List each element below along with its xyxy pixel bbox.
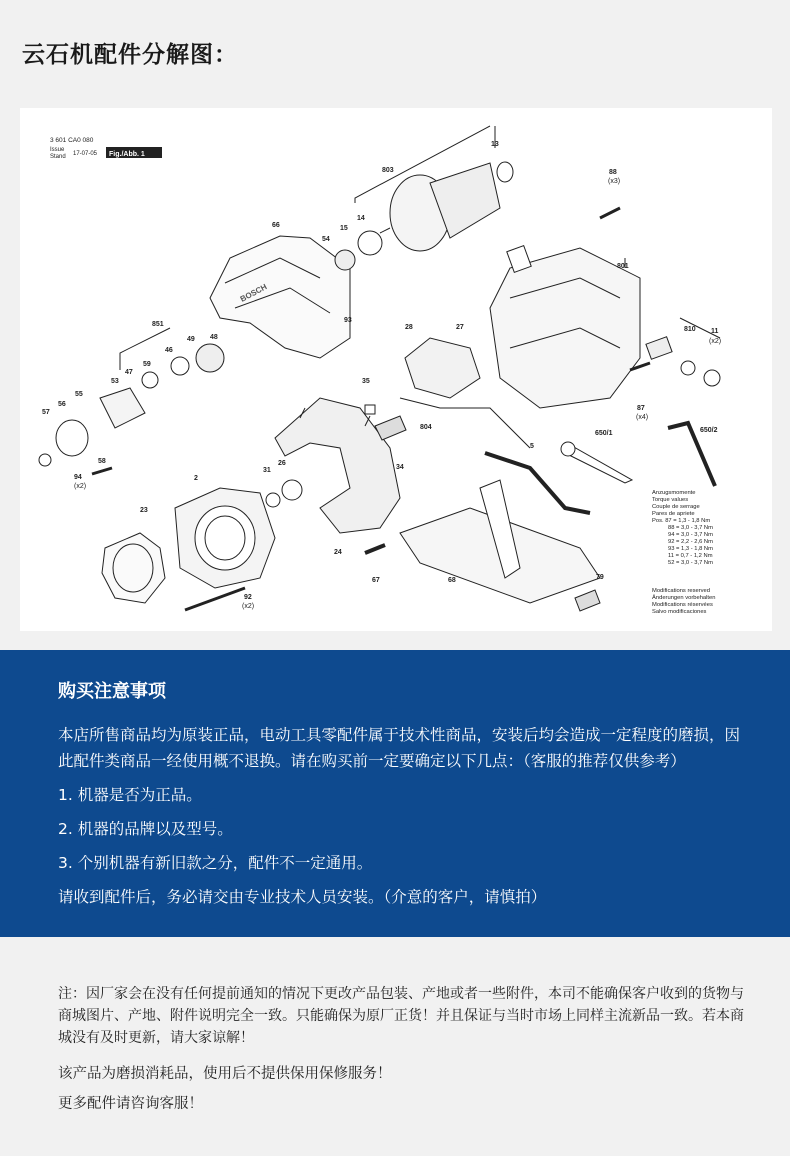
- part-label: 26: [278, 460, 286, 467]
- part-label: (x4): [636, 414, 649, 421]
- part-label: 15: [340, 225, 348, 232]
- screw-94: [92, 468, 112, 474]
- motor-housing-part: [490, 248, 640, 408]
- part-label: 14: [357, 215, 365, 222]
- torque-line: Pares de apriete: [652, 511, 695, 517]
- part-label: 13: [491, 141, 499, 148]
- part-label: 5: [530, 443, 534, 450]
- part-label: 47: [125, 369, 133, 376]
- part-label: 56: [58, 401, 66, 408]
- ring-31: [266, 493, 280, 507]
- part-label: 801: [617, 263, 629, 270]
- issue-label: Issue: [50, 147, 65, 153]
- torque-line: 93 = 1,3 - 1,8 Nm: [668, 546, 713, 552]
- torque-line: 88 = 3,0 - 3,7 Nm: [668, 525, 713, 531]
- part-label: 46: [165, 347, 173, 354]
- bearing-59: [142, 372, 158, 388]
- modification-line: Salvo modificaciones: [652, 609, 707, 615]
- gear-housing-part: [210, 236, 350, 358]
- part-label: 23: [140, 507, 148, 514]
- part-label: 49: [187, 336, 195, 343]
- brand-mark: BOSCH: [238, 282, 269, 304]
- notice-item-3: 3. 个别机器有新旧款之分，配件不一定通用。: [58, 854, 373, 872]
- part-label: 34: [396, 464, 404, 471]
- modification-line: Änderungen vorbehalten: [652, 595, 716, 601]
- part-label: (x2): [709, 338, 722, 345]
- torque-line: 52 = 3,0 - 3,7 Nm: [668, 560, 713, 566]
- part-label: 54: [322, 236, 330, 243]
- part-label: 851: [152, 321, 164, 328]
- part-label: 94: [74, 474, 82, 481]
- part-label: 57: [42, 409, 50, 416]
- footer-line-2: 更多配件请咨询客服！: [58, 1096, 203, 1112]
- doc-number: 3 601 CA0 080: [50, 137, 94, 144]
- bearing-part: [358, 231, 382, 255]
- part-label: 59: [143, 361, 151, 368]
- purchase-notice: [0, 650, 790, 937]
- part-label: 68: [448, 577, 456, 584]
- torque-line: Anzugsmomente: [652, 490, 696, 496]
- part-label: 27: [456, 324, 464, 331]
- screw-92: [185, 588, 245, 610]
- part-label: 28: [405, 324, 413, 331]
- part-label: 48: [210, 334, 218, 341]
- switch-wires: [400, 398, 530, 448]
- switch-part: [405, 338, 480, 398]
- stand-label: Stand: [50, 154, 66, 160]
- part-label: 650/2: [700, 427, 718, 434]
- clamp-flange-56: [56, 420, 88, 456]
- part-label: 810: [684, 326, 696, 333]
- footer-notes: [58, 983, 748, 1117]
- modification-line: Modifications réservées: [652, 602, 713, 608]
- notice-body: [58, 722, 748, 910]
- knob-79: [575, 590, 600, 611]
- part-label: 804: [420, 424, 432, 431]
- part-label: 58: [98, 458, 106, 465]
- torque-line: Pos. 87 = 1,3 - 1,8 Nm: [652, 518, 711, 524]
- ring-26: [282, 480, 302, 500]
- gear-part-48: [196, 344, 224, 372]
- handle-part: [275, 398, 400, 533]
- notice-item-2: 2. 机器的品牌以及型号。: [58, 820, 233, 838]
- part-label: 24: [334, 549, 342, 556]
- blade-guard-part: [102, 533, 165, 603]
- nut-57: [39, 454, 51, 466]
- torque-line: 11 = 0,7 - 1,2 Nm: [668, 553, 713, 559]
- notice-title: 购买注意事项: [58, 681, 166, 702]
- torque-line: Torque values: [652, 497, 689, 503]
- part-label: (x2): [74, 483, 87, 490]
- part-label: 66: [272, 222, 280, 229]
- part-label: (x3): [608, 178, 621, 185]
- torque-line: 92 = 2,2 - 2,6 Nm: [668, 539, 713, 545]
- spanner-head: [561, 442, 575, 456]
- part-label: 55: [75, 391, 83, 398]
- screw-88: [600, 208, 620, 218]
- part-label: 31: [263, 467, 271, 474]
- part-label: 650/1: [595, 430, 613, 437]
- part-35: [365, 405, 375, 414]
- brush-part: [646, 337, 672, 360]
- fig-label: Fig./Abb. 1: [109, 151, 145, 158]
- part-label: 79: [596, 574, 604, 581]
- brush-cap-11: [704, 370, 720, 386]
- notice-paragraph: 本店所售商品均为原装正品，电动工具零配件属于技术性商品，安装后均会造成一定程度的磨损，因此配件类商品一经使用概不退换。请在购买前一定要确定以下几点：（客服的推荐仅供参考）: [58, 726, 741, 770]
- part-label: 92: [244, 594, 252, 601]
- part-label: 88: [609, 169, 617, 176]
- pinion-part: [335, 250, 355, 270]
- part-34: [375, 416, 406, 440]
- part-label: 11: [711, 328, 719, 335]
- exploded-view-drawing: [20, 108, 772, 631]
- part-label: 35: [362, 378, 370, 385]
- pin-67: [365, 545, 385, 553]
- brush-cap: [681, 361, 695, 375]
- issue-date: 17-07-05: [73, 151, 98, 157]
- flange-part-55: [100, 388, 145, 428]
- notice-item-1: 1. 机器是否为正品。: [58, 786, 202, 804]
- footer-note: 注：因厂家会在没有任何提前通知的情况下更改产品包装、产地或者一些附件，本司不能确保客户收到的货物与商城图片、产地、附件说明完全一致。只能确保为原厂正货！并且保证与当时市场上同样主流新品一致。若本商城没有及时更新，请大家谅解！: [58, 986, 744, 1046]
- part-label: 93: [344, 317, 352, 324]
- part-label: (x2): [242, 603, 255, 610]
- footer-line-1: 该产品为磨损消耗品，使用后不提供保用保修服务！: [58, 1066, 392, 1082]
- commutator-bearing: [497, 162, 513, 182]
- exploded-diagram: [20, 108, 772, 631]
- modification-line: Modifications reserved: [652, 588, 710, 594]
- torque-line: Couple de serrage: [652, 504, 700, 510]
- spindle-part: [171, 357, 189, 375]
- part-label: 803: [382, 167, 394, 174]
- part-label: 87: [637, 405, 645, 412]
- part-label: 67: [372, 577, 380, 584]
- page-title: 云石机配件分解图：: [22, 42, 238, 68]
- part-label: 53: [111, 378, 119, 385]
- part-label: 2: [194, 475, 198, 482]
- notice-closing: 请收到配件后，务必请交由专业技术人员安装。（介意的客户，请慎拍）: [58, 888, 547, 906]
- torque-line: 94 = 3,0 - 3,7 Nm: [668, 532, 713, 538]
